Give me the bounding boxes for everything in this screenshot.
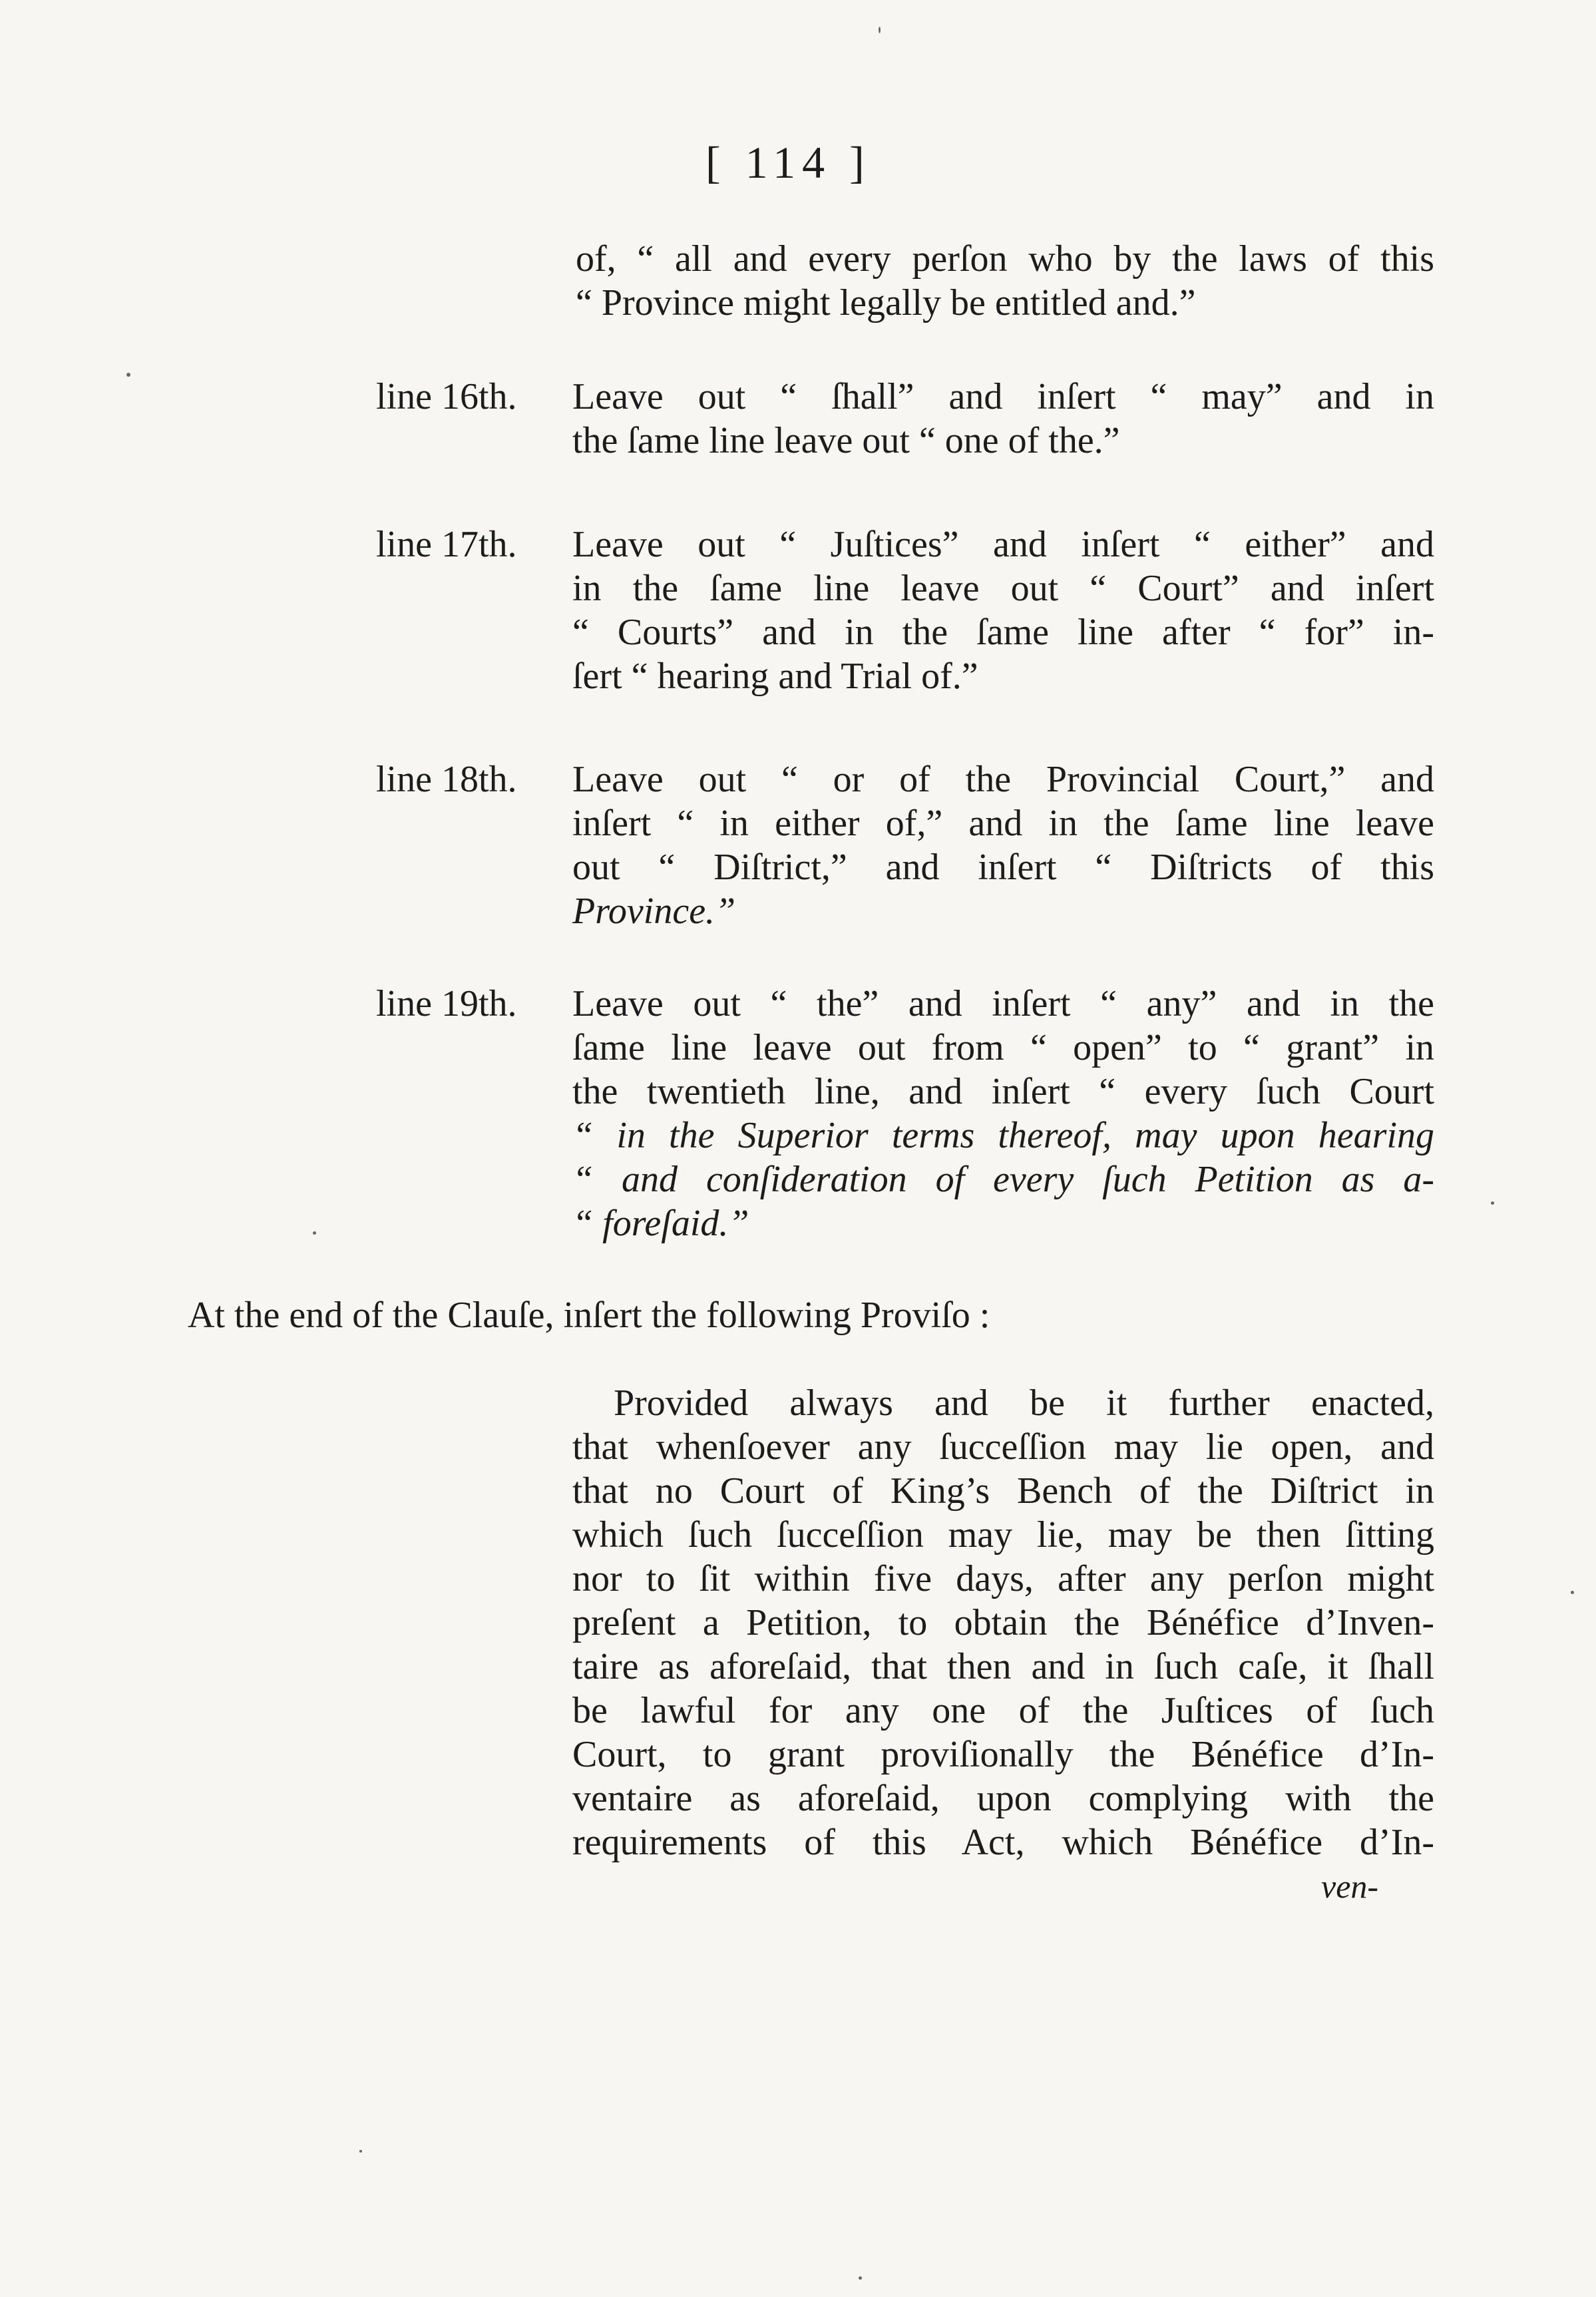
amendment-text	[572, 375, 1434, 463]
opening-line: “ Province might legally be entitled and.”	[576, 282, 1196, 323]
amendment-text	[572, 982, 1434, 1245]
amendment-label: line 17th.	[376, 524, 517, 565]
proviso-line: that no Court of King’s Bench of the Diſtrict in	[572, 1470, 1434, 1512]
paper-speck	[879, 27, 881, 33]
proviso-line: be lawful for any one of the Juſtices of ſuch	[572, 1690, 1434, 1731]
amendment-line: ſame line leave out from “ open” to “ grant” in	[572, 1027, 1434, 1068]
amendment-label: line 16th.	[376, 376, 517, 417]
clause-instruction: At the end of the Clauſe, inſert the following Proviſo :	[188, 1295, 990, 1336]
amendment-line: “ in the Superior terms thereof, may upon hearing	[572, 1115, 1434, 1156]
proviso-line: which ſuch ſucceſſion may lie, may be then ſitting	[572, 1514, 1434, 1556]
amendment-line: the twentieth line, and inſert “ every ſuch Court	[572, 1071, 1434, 1112]
proviso-line: preſent a Petition, to obtain the Bénéfice d’Inven-	[572, 1602, 1434, 1643]
page-number: [ 114 ]	[705, 137, 871, 188]
proviso-line: Court, to grant proviſionally the Bénéfice d’In-	[572, 1734, 1434, 1775]
amendment-line: Leave out “ Juſtices” and inſert “ either” and	[572, 524, 1434, 565]
paper-speck	[126, 373, 130, 377]
amendment-text	[572, 522, 1434, 698]
amendment-label: line 18th.	[376, 759, 517, 800]
amendment-line: Leave out “ the” and inſert “ any” and in the	[572, 983, 1434, 1024]
paper-speck	[1571, 1591, 1574, 1594]
proviso-line: Provided always and be it further enacted,	[614, 1382, 1434, 1424]
amendment-line: “ and conſideration of every ſuch Petition as a-	[572, 1159, 1434, 1200]
amendment-line: ſert “ hearing and Trial of.”	[572, 656, 978, 697]
paper-speck	[1491, 1201, 1494, 1205]
proviso-line: nor to ſit within five days, after any perſon might	[572, 1558, 1434, 1599]
paper-speck	[359, 2150, 362, 2153]
paper-speck	[313, 1231, 316, 1235]
proviso-text	[572, 1381, 1434, 1864]
catchword: ven-	[1321, 1868, 1379, 1905]
amendment-line: the ſame line leave out “ one of the.”	[572, 420, 1120, 461]
proviso-line: ventaire as aforeſaid, upon complying with the	[572, 1778, 1434, 1819]
paper-speck	[859, 2276, 862, 2280]
amendment-line: in the ſame line leave out “ Court” and inſert	[572, 568, 1434, 609]
amendment-line: inſert “ in either of,” and in the ſame line leave	[572, 803, 1434, 844]
amendment-line: out “ Diſtrict,” and inſert “ Diſtricts of this	[572, 847, 1434, 888]
proviso-line: taire as aforeſaid, that then and in ſuch caſe, it ſhall	[572, 1646, 1434, 1687]
amendment-line: “ Courts” and in the ſame line after “ for” in-	[572, 612, 1434, 653]
opening-text	[576, 237, 1434, 325]
proviso-line: requirements of this Act, which Bénéfice d’In-	[572, 1822, 1434, 1863]
proviso-line: that whenſoever any ſucceſſion may lie open, and	[572, 1426, 1434, 1468]
amendment-line: “ foreſaid.”	[572, 1203, 749, 1244]
amendment-label: line 19th.	[376, 983, 517, 1024]
amendment-text	[572, 757, 1434, 933]
amendment-line: Leave out “ ſhall” and inſert “ may” and in	[572, 376, 1434, 417]
amendment-line: Province.”	[572, 891, 736, 932]
amendment-line: Leave out “ or of the Provincial Court,” and	[572, 759, 1434, 800]
opening-line: of, “ all and every perſon who by the laws of this	[576, 238, 1434, 280]
